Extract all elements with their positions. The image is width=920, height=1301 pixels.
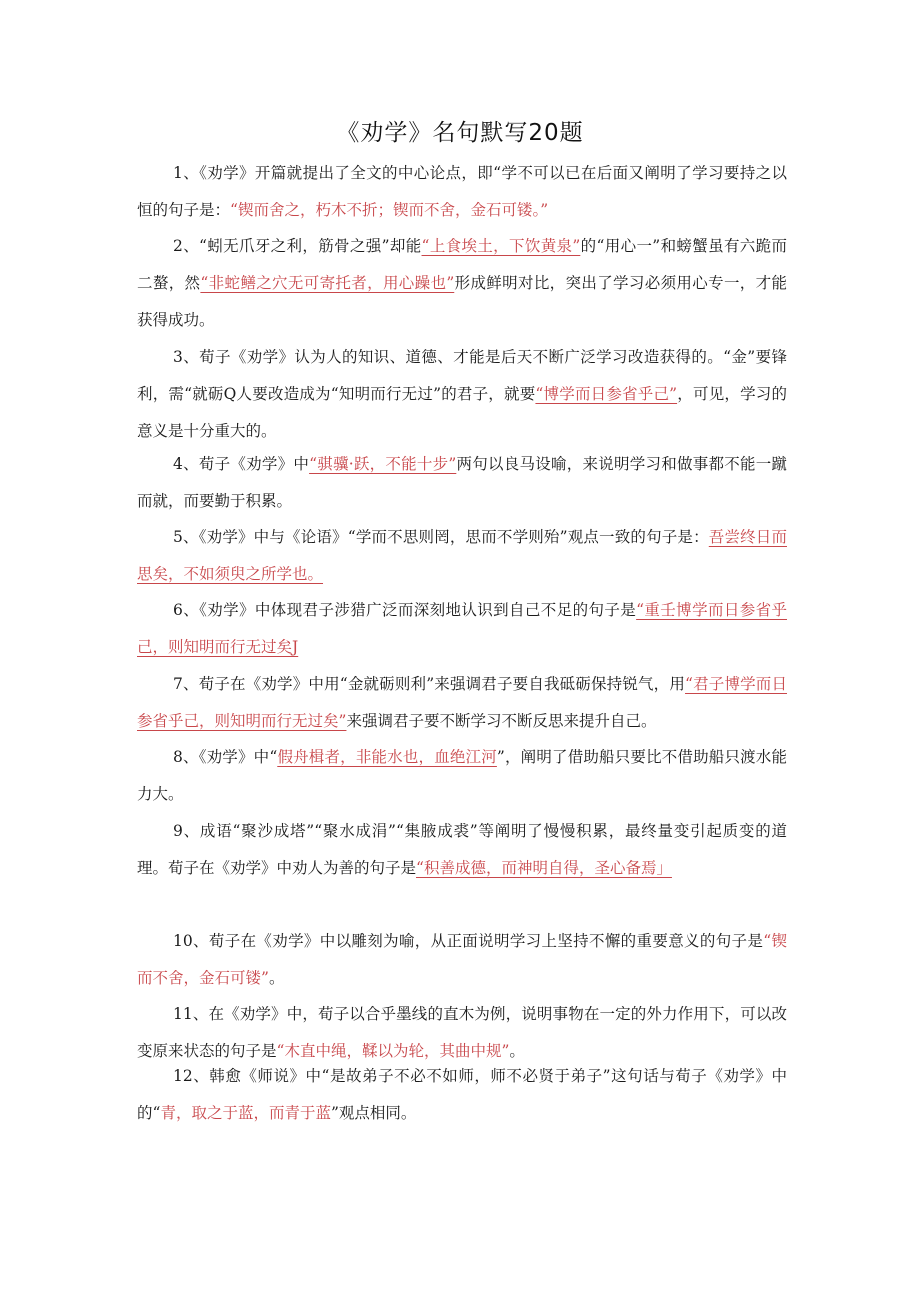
question-2-text-mid: 的“用心一”和螃蟹虽有六跪而二螯，然 — [137, 237, 787, 292]
question-3-text: 3、荀子《劝学》认为人的知识、道德、才能是后天不断广泛学习改造获得的。“金”要锋利，需“就砺Q人要改造成为“知明而行无过”的君子，就要 — [137, 348, 787, 403]
question-2 — [137, 228, 787, 339]
question-8 — [137, 739, 787, 813]
question-6-answer: “重壬博学而日参省乎己，则知明而行无过矣J — [137, 601, 787, 656]
question-2-answer: “上食埃土，下饮黄泉” — [421, 237, 581, 255]
question-9-answer: “积善成德，而神明自得，圣心备焉」 — [416, 859, 672, 877]
question-9 — [137, 813, 787, 887]
question-7-text-end: 来强调君子要不断学习不断反思来提升自己。 — [346, 712, 657, 730]
question-5-answer: 吾尝终日而思矣，不如须臾之所学也。 — [137, 528, 787, 583]
question-4-answer: “骐骥·跃，不能十步” — [309, 455, 457, 473]
question-7-text: 7、荀子在《劝学》中用“金就砺则利”来强调君子要自我砥砺保持锐气，用 — [173, 675, 686, 693]
question-5-text: 5、《劝学》中与《论语》“学而不思则罔，思而不学则殆”观点一致的句子是： — [173, 528, 709, 546]
question-1-text: 1、《劝学》开篇就提出了全文的中心论点，即“学不可以已在后面又阐明了学习要持之以恒的句子是： — [137, 164, 787, 219]
question-4 — [137, 446, 787, 520]
question-2-text: 2、“蚓无爪牙之利，筋骨之强”却能 — [173, 237, 422, 255]
question-10-text: 10、荀子在《劝学》中以雕刻为喻，从正面说明学习上坚持不懈的重要意义的句子是 — [173, 932, 764, 950]
question-6 — [137, 592, 787, 666]
question-7-answer: “君子博学而日参省乎己，则知明而行无过矣” — [137, 675, 787, 730]
question-12-text: 12、韩愈《师说》中“是故弟子不必不如师，师不必贤于弟子”这句话与荀子《劝学》中的“ — [137, 1067, 787, 1122]
question-3-text-end: ，可见，学习的意义是十分重大的。 — [137, 385, 788, 440]
question-8-answer: 假舟楫者，非能水也，血绝江河 — [277, 748, 497, 766]
question-8-text-end: ”，阐明了借助船只要比不借助船只渡水能力大。 — [137, 748, 787, 803]
page-title: 《劝学》名句默写20题 — [336, 120, 584, 146]
question-10 — [137, 923, 787, 997]
question-2-text-end: 形成鲜明对比，突出了学习必须用心专一，才能获得成功。 — [137, 274, 787, 329]
question-11-text-end: 。 — [509, 1042, 525, 1060]
question-2-answer-2: “非蛇鳝之穴无可寄托者，用心躁也” — [200, 274, 455, 292]
question-10-text-end: 。 — [268, 969, 285, 987]
question-3 — [137, 339, 787, 450]
question-8-text: 8、《劝学》中“ — [173, 748, 278, 766]
question-7 — [137, 666, 787, 740]
question-1 — [137, 155, 787, 229]
question-12-text-end: ”观点相同。 — [330, 1104, 417, 1122]
question-12-answer: 青，取之于蓝，而青于蓝 — [160, 1104, 331, 1122]
question-5 — [137, 519, 787, 593]
question-12 — [137, 1058, 787, 1132]
question-6-text: 6、《劝学》中体现君子涉猎广泛而深刻地认识到自己不足的句子是 — [173, 601, 637, 619]
question-3-answer: “博学而日参省乎己” — [535, 385, 678, 403]
question-4-text: 4、荀子《劝学》中 — [173, 455, 310, 473]
question-9-text: 9、成语“聚沙成塔”“聚水成涓”“集腋成裘”等阐明了慢慢积累，最终量变引起质变的道理。荀子在《劝学》中劝人为善的句子是 — [137, 822, 787, 877]
question-10-answer: “锲而不舍，金石可镂” — [137, 932, 787, 987]
question-11-answer: “木直中绳，鞣以为轮，其曲中规” — [276, 1042, 510, 1060]
question-4-text-end: 两句以良马设喻，来说明学习和做事都不能一蹴而就，而要勤于积累。 — [137, 455, 787, 510]
question-1-answer: “锲而舍之，朽木不折；锲而不舍，金石可镂。” — [230, 201, 549, 219]
question-11-text: 11、在《劝学》中，荀子以合乎墨线的直木为例，说明事物在一定的外力作用下，可以改变原来状态的句子是 — [137, 1005, 787, 1060]
